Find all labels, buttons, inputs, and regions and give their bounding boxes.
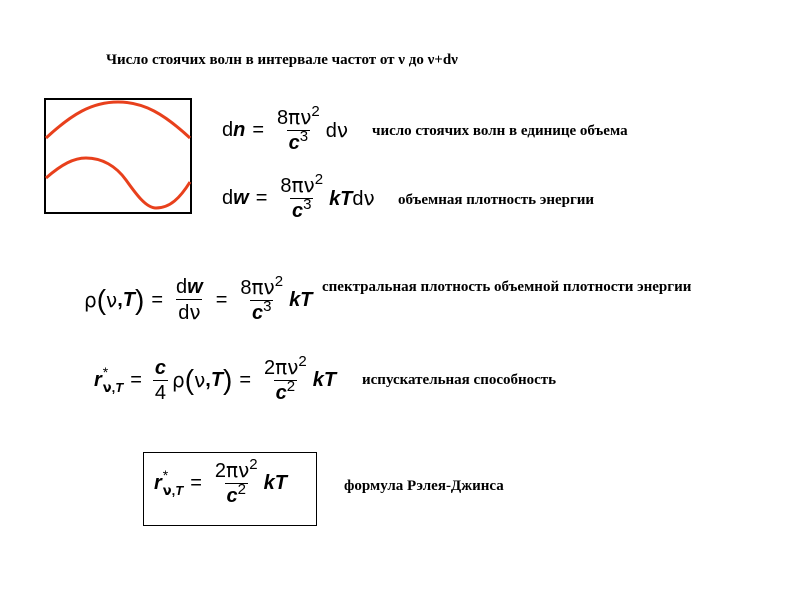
- caption-rho: спектральная плотность объемной плотности энергии: [322, 279, 692, 295]
- formula-dn: dn = $\frac{8\pi\nu^2}{c^3}$ dν: [222, 103, 349, 154]
- second-harmonic-wave: [46, 158, 190, 208]
- fundamental-wave: [46, 102, 190, 138]
- standing-waves-diagram: [44, 98, 192, 214]
- caption-r: испускательная способность: [362, 372, 557, 388]
- formula-rayleigh-jeans: r * ν,T = $\frac{2\pi\nu^2}{c^2}$ kT: [154, 456, 287, 507]
- caption-dn: число стоячих волн в единице объема: [372, 123, 628, 139]
- diagram-frame: [45, 99, 191, 213]
- formula-rho: ρ ( ν , T ) = $\frac{dw}{d\nu}$ = $\frac{8\pi\nu^2}{c^3}$ kT: [84, 273, 313, 324]
- slide-title: Число стоячих волн в интервале частот от ν до ν+dν: [106, 52, 458, 68]
- formula-r: r * ν,T = $\frac{c}{4}$ ρ ( ν , T ) = $\frac{2\pi\nu^2}{c^2}$ kT: [94, 353, 337, 404]
- caption-dw: объемная плотность энергии: [398, 192, 595, 208]
- caption-rayleigh-jeans: формула Рэлея-Джинса: [344, 478, 504, 494]
- formula-dw: dw = $\frac{8\pi\nu^2}{c^3}$ kTdν: [222, 171, 375, 222]
